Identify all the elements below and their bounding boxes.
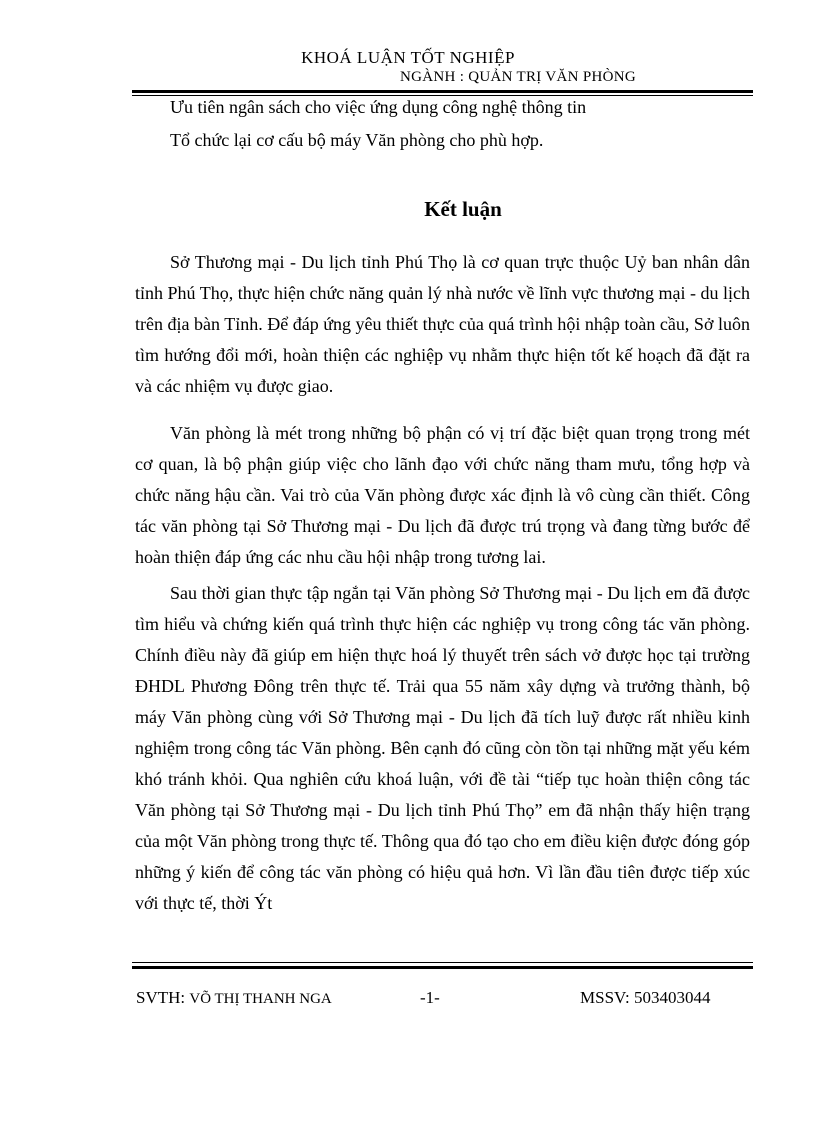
footer-rule-thick: [132, 966, 753, 969]
intro-line-2: Tổ chức lại cơ cấu bộ máy Văn phòng cho phù hợp.: [170, 130, 544, 150]
header-title: KHOÁ LUẬN TỐT NGHIỆP: [301, 48, 515, 67]
header-rule-thick: [132, 90, 753, 93]
intro-line-1: Ưu tiên ngân sách cho việc ứng dụng công nghệ thông tin: [170, 97, 587, 117]
svth-label: SVTH:: [136, 988, 186, 1007]
student-id: MSSV: 503403044: [580, 988, 711, 1007]
paragraph-3: Sau thời gian thực tập ngắn tại Văn phòng Sở Thương mại - Du lịch em đã được tìm hiểu và chứng kiến quá trình thực hiện các nghiệp vụ trong công tác văn phòng. Chính điều này đã giúp em hiện thực hoá lý thuyết trên sách vở được học tại trường ĐHDL Phương Đông trên thực tế. Trải qua 55 năm xây dựng và trưởng thành, bộ máy Văn phòng cùng với Sở Thương mại - Du lịch đã tích luỹ được rất nhiều kinh nghiệm trong công tác Văn phòng. Bên cạnh đó cũng còn tồn tại những mặt yếu kém khó tránh khỏi. Qua nghiên cứu khoá luận, với đề tài “tiếp tục hoàn thiện công tác Văn phòng tại Sở Thương mại - Du lịch tỉnh Phú Thọ” em đã nhận thấy hiện trạng của một Văn phòng trong thực tế. Thông qua đó tạo cho em điều kiện được đóng góp những ý kiến để công tác văn phòng có hiệu quả hơn. Vì lần đầu tiên được tiếp xúc với thực tế, thời Ýt: [135, 583, 750, 913]
header-subtitle: NGÀNH : QUẢN TRỊ VĂN PHÒNG: [400, 69, 637, 85]
section-heading: Kết luận: [424, 197, 502, 221]
paragraph-1: Sở Thương mại - Du lịch tỉnh Phú Thọ là cơ quan trực thuộc Uỷ ban nhân dân tỉnh Phú Thọ, thực hiện chức năng quản lý nhà nước về lĩnh vực thương mại - du lịch trên địa bàn Tỉnh. Để đáp ứng yêu thiết thực của quá trình hội nhập toàn cầu, Sở luôn tìm hướng đổi mới, hoàn thiện các nghiệp vụ nhằm thực hiện tốt kế hoạch đã đặt ra và các nhiệm vụ được giao.: [135, 252, 750, 396]
footer-student: [136, 988, 332, 1008]
student-name: VÕ THỊ THANH NGA: [189, 991, 332, 1007]
header-rule-thin: [132, 95, 753, 96]
paragraph-2: Văn phòng là mét trong những bộ phận có vị trí đặc biệt quan trọng trong mét cơ quan, là bộ phận giúp việc cho lãnh đạo với chức năng tham mưu, tổng hợp và chức năng hậu cần. Vai trò của Văn phòng được xác định là vô cùng cần thiết. Công tác văn phòng tại Sở Thương mại - Du lịch đã được trú trọng và đang từng bước để hoàn thiện đáp ứng các nhu cầu hội nhập trong tương lai.: [135, 423, 750, 567]
footer-rule-thin: [132, 962, 753, 963]
page-number: -1-: [420, 988, 440, 1007]
